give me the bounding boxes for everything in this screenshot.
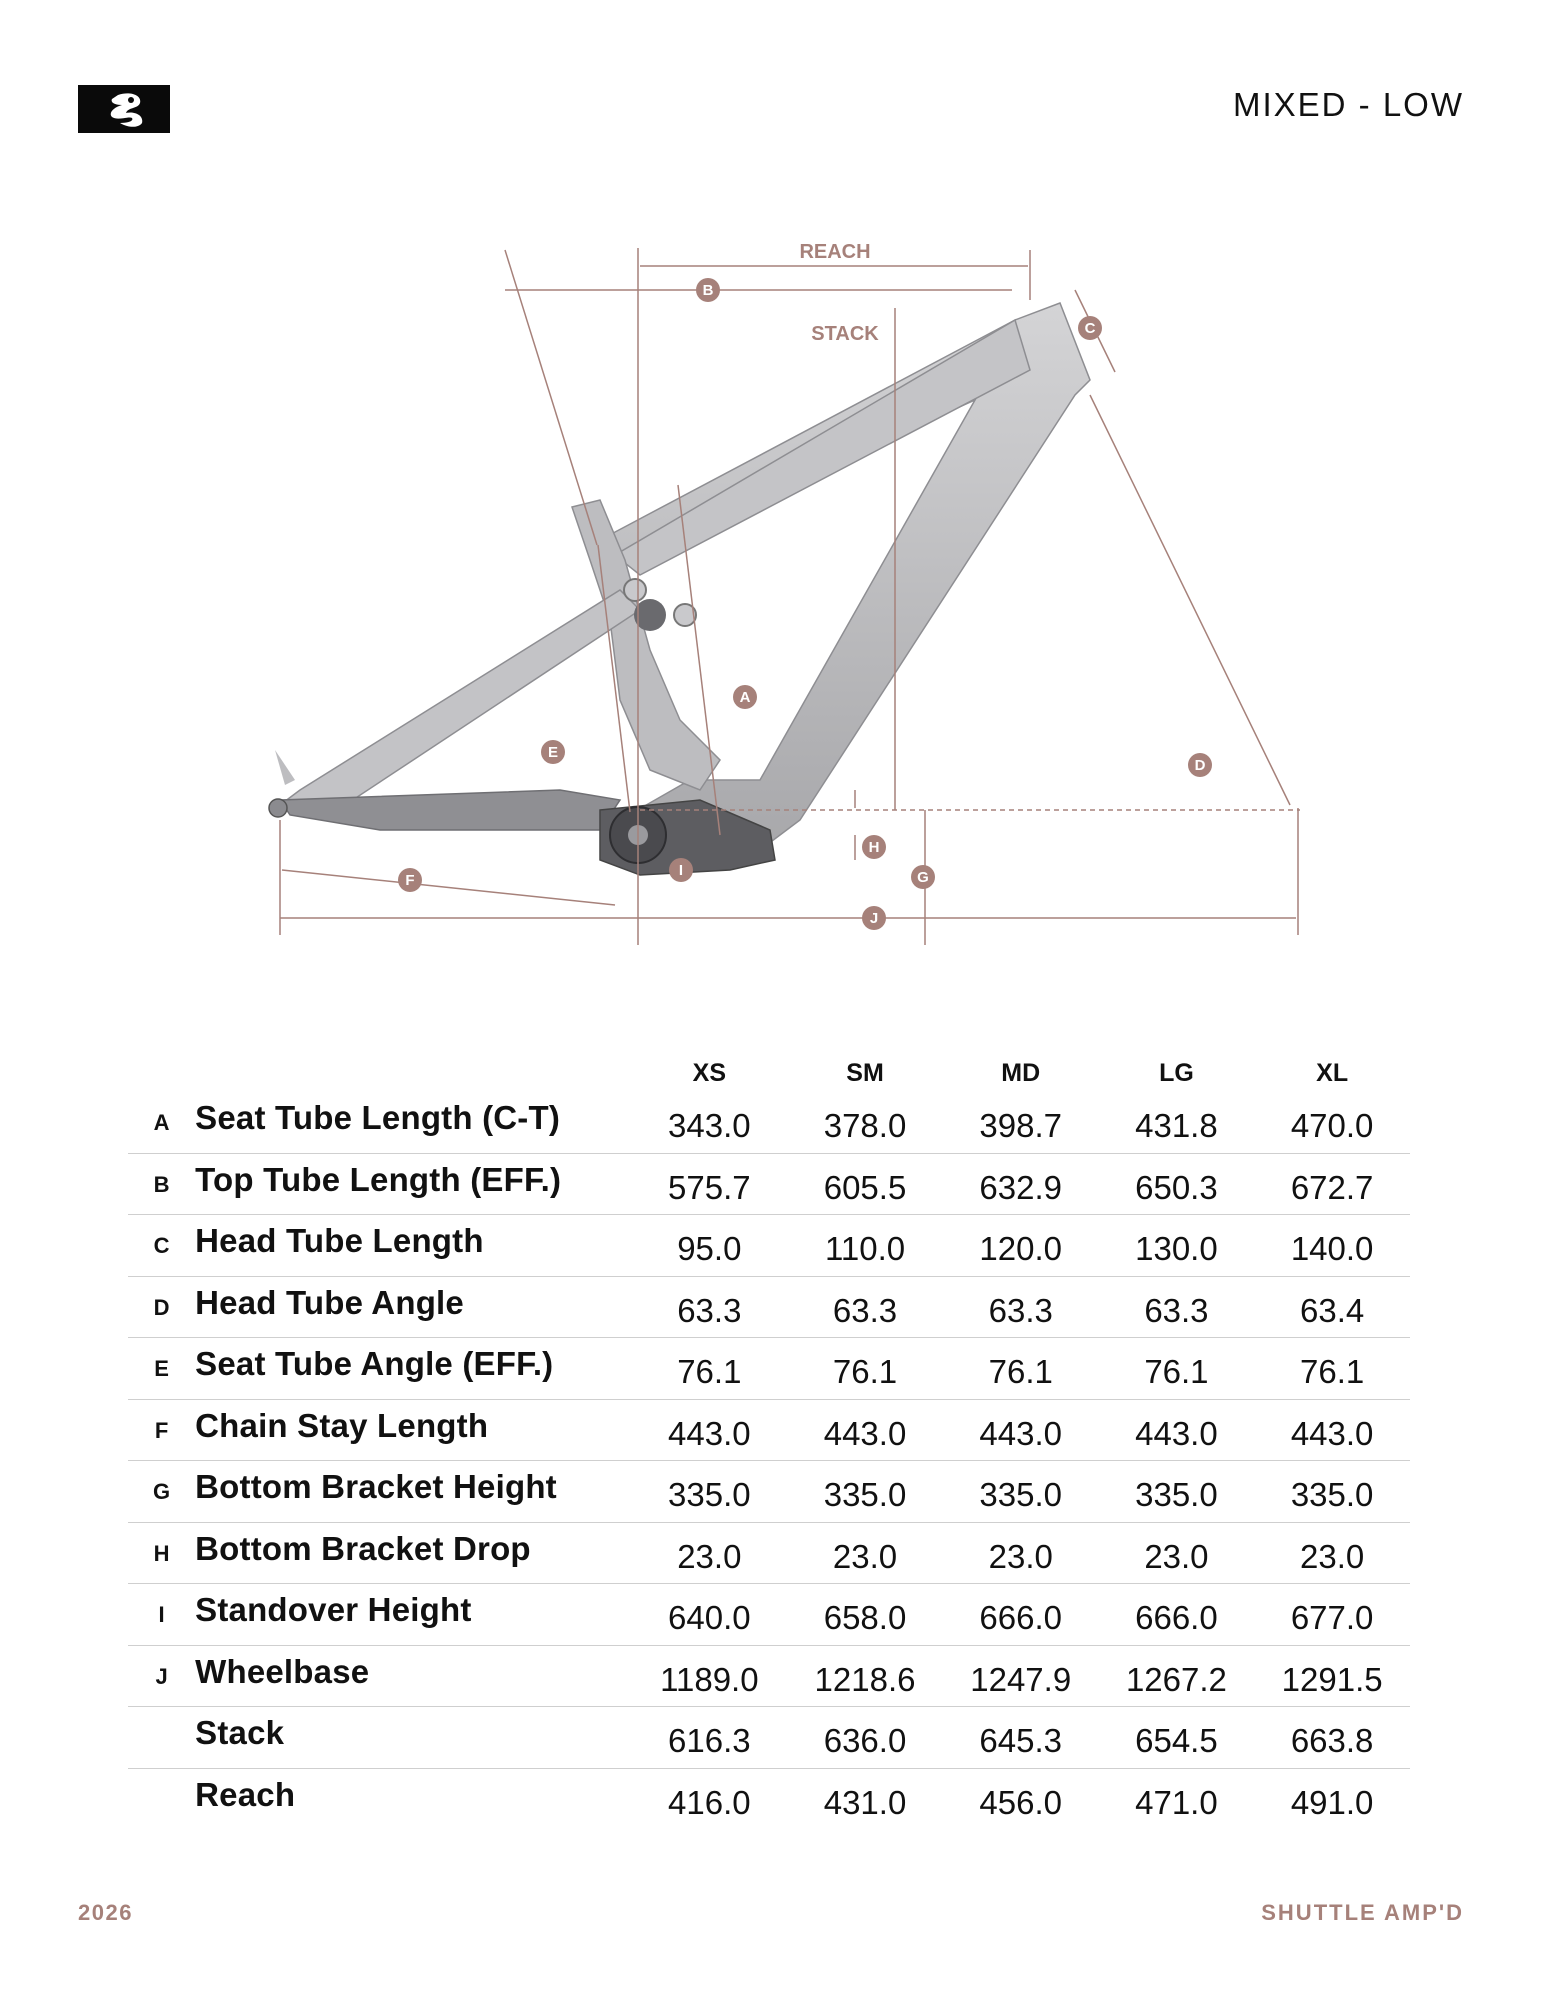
row-value: 76.1 xyxy=(832,1353,898,1391)
row-value: 343.0 xyxy=(668,1107,751,1145)
row-label: Standover Height xyxy=(195,1591,472,1629)
row-value: 666.0 xyxy=(1135,1599,1218,1637)
row-label: Head Tube Angle xyxy=(195,1283,464,1321)
row-value: 640.0 xyxy=(668,1599,751,1637)
dimension-lines xyxy=(280,248,1300,945)
row-value: 23.0 xyxy=(1144,1537,1209,1575)
svg-text:E: E xyxy=(547,744,559,761)
row-label: Seat Tube Angle (EFF.) xyxy=(195,1345,554,1383)
size-header-sm: SM xyxy=(846,1059,884,1087)
row-value: 23.0 xyxy=(988,1537,1053,1575)
row-value: 677.0 xyxy=(1290,1599,1374,1637)
row-value: 63.3 xyxy=(677,1291,742,1329)
row-value: 23.0 xyxy=(1300,1537,1365,1575)
row-value: 1218.6 xyxy=(814,1660,916,1698)
marker-c xyxy=(1078,316,1102,340)
row-label: Chain Stay Length xyxy=(195,1406,489,1444)
row-value: 95.0 xyxy=(677,1230,742,1268)
row-value: 605.5 xyxy=(823,1168,907,1206)
table-row xyxy=(128,1646,1410,1708)
svg-text:F: F xyxy=(405,872,415,889)
row-value: 654.5 xyxy=(1135,1722,1218,1760)
table-row xyxy=(128,1769,1410,1831)
row-value: 398.7 xyxy=(979,1107,1063,1145)
marker-e xyxy=(541,740,565,764)
svg-text:B: B xyxy=(702,282,714,299)
row-label: Reach xyxy=(195,1776,296,1814)
size-header-md: MD xyxy=(1001,1059,1041,1087)
stack-label: STACK xyxy=(811,323,879,345)
svg-text:H: H xyxy=(868,839,880,856)
marker-h xyxy=(862,835,886,859)
svg-text:G: G xyxy=(917,869,929,886)
row-letter: G xyxy=(153,1479,171,1505)
footer-model: SHUTTLE AMP'D xyxy=(1261,1900,1464,1925)
row-value: 110.0 xyxy=(824,1230,906,1268)
row-letter: D xyxy=(153,1294,170,1320)
row-value: 636.0 xyxy=(823,1722,907,1760)
row-value: 63.4 xyxy=(1300,1291,1365,1329)
row-value: 130.0 xyxy=(1135,1230,1218,1268)
row-value: 335.0 xyxy=(823,1476,907,1514)
row-letter: E xyxy=(154,1356,169,1382)
row-letter: J xyxy=(155,1663,168,1689)
marker-j xyxy=(862,906,886,930)
row-value: 575.7 xyxy=(668,1168,751,1206)
row-value: 335.0 xyxy=(668,1476,751,1514)
row-value: 76.1 xyxy=(1144,1353,1209,1391)
marker-a xyxy=(733,685,757,709)
row-value: 658.0 xyxy=(823,1599,907,1637)
marker-g xyxy=(911,865,935,889)
table-row xyxy=(128,1523,1410,1585)
row-label: Wheelbase xyxy=(195,1652,370,1690)
svg-text:C: C xyxy=(1084,320,1096,337)
row-value: 335.0 xyxy=(1290,1476,1374,1514)
table-row xyxy=(128,1400,1410,1462)
row-value: 63.3 xyxy=(832,1291,898,1329)
row-letter xyxy=(128,1798,195,1800)
table-row xyxy=(128,1154,1410,1216)
size-header-xl: XL xyxy=(1316,1059,1349,1087)
row-value: 76.1 xyxy=(988,1353,1053,1391)
row-value: 443.0 xyxy=(668,1414,751,1452)
row-value: 335.0 xyxy=(1135,1476,1218,1514)
row-value: 1189.0 xyxy=(660,1660,759,1698)
table-row xyxy=(128,1338,1410,1400)
size-header-lg: LG xyxy=(1159,1059,1194,1087)
row-label: Head Tube Length xyxy=(195,1222,484,1260)
geometry-table xyxy=(128,1050,1410,1830)
row-value: 443.0 xyxy=(1290,1414,1374,1452)
svg-text:A: A xyxy=(739,689,751,706)
row-label: Stack xyxy=(195,1714,285,1752)
row-label: Bottom Bracket Height xyxy=(195,1468,557,1506)
row-value: 666.0 xyxy=(979,1599,1063,1637)
row-value: 616.3 xyxy=(668,1722,751,1760)
marker-d xyxy=(1188,753,1212,777)
row-value: 120.0 xyxy=(979,1230,1063,1268)
row-value: 335.0 xyxy=(979,1476,1063,1514)
row-letter: F xyxy=(154,1417,169,1443)
bike-frame xyxy=(269,303,1090,875)
footer-year: 2026 xyxy=(78,1900,133,1925)
row-label: Bottom Bracket Drop xyxy=(195,1529,531,1567)
table-row xyxy=(128,1277,1410,1339)
row-value: 443.0 xyxy=(979,1414,1063,1452)
row-value: 1291.5 xyxy=(1281,1660,1383,1698)
row-letter: H xyxy=(153,1540,170,1566)
table-row xyxy=(128,1707,1410,1769)
row-letter: A xyxy=(153,1110,170,1136)
row-value: 645.3 xyxy=(979,1722,1063,1760)
row-letter xyxy=(128,1736,195,1738)
row-value: 378.0 xyxy=(823,1107,907,1145)
svg-text:I: I xyxy=(678,862,684,879)
row-value: 431.8 xyxy=(1135,1107,1218,1145)
marker-f xyxy=(398,868,422,892)
row-value: 470.0 xyxy=(1290,1107,1374,1145)
table-row xyxy=(128,1584,1410,1646)
row-letter: I xyxy=(158,1602,165,1628)
row-label: Top Tube Length (EFF.) xyxy=(195,1160,562,1198)
row-value: 140.0 xyxy=(1290,1230,1374,1268)
row-value: 672.7 xyxy=(1290,1168,1374,1206)
row-value: 416.0 xyxy=(668,1784,751,1822)
row-value: 63.3 xyxy=(1144,1291,1209,1329)
row-value: 471.0 xyxy=(1135,1784,1218,1822)
row-value: 650.3 xyxy=(1135,1168,1218,1206)
row-value: 443.0 xyxy=(1135,1414,1218,1452)
svg-text:J: J xyxy=(869,910,879,927)
row-value: 23.0 xyxy=(677,1537,742,1575)
variant-title: MIXED - LOW xyxy=(1232,86,1464,123)
row-value: 76.1 xyxy=(677,1353,742,1391)
row-letter: B xyxy=(153,1171,170,1197)
row-value: 663.8 xyxy=(1290,1722,1374,1760)
table-row xyxy=(128,1215,1410,1277)
marker-i xyxy=(669,858,693,882)
row-value: 632.9 xyxy=(979,1168,1063,1206)
row-letter: C xyxy=(153,1233,170,1259)
row-value: 1267.2 xyxy=(1125,1660,1227,1698)
table-row xyxy=(128,1092,1410,1154)
row-value: 23.0 xyxy=(832,1537,898,1575)
row-value: 431.0 xyxy=(823,1784,907,1822)
row-value: 1247.9 xyxy=(970,1660,1072,1698)
row-value: 491.0 xyxy=(1290,1784,1374,1822)
row-label: Seat Tube Length (C-T) xyxy=(195,1099,561,1137)
size-header-xs: XS xyxy=(692,1059,726,1087)
row-value: 443.0 xyxy=(823,1414,907,1452)
row-value: 63.3 xyxy=(988,1291,1053,1329)
row-value: 456.0 xyxy=(979,1784,1063,1822)
table-row xyxy=(128,1461,1410,1523)
marker-b xyxy=(696,278,720,302)
row-value: 76.1 xyxy=(1300,1353,1365,1391)
svg-text:D: D xyxy=(1194,757,1206,774)
table-header xyxy=(128,1050,1410,1092)
reach-label: REACH xyxy=(799,241,871,263)
